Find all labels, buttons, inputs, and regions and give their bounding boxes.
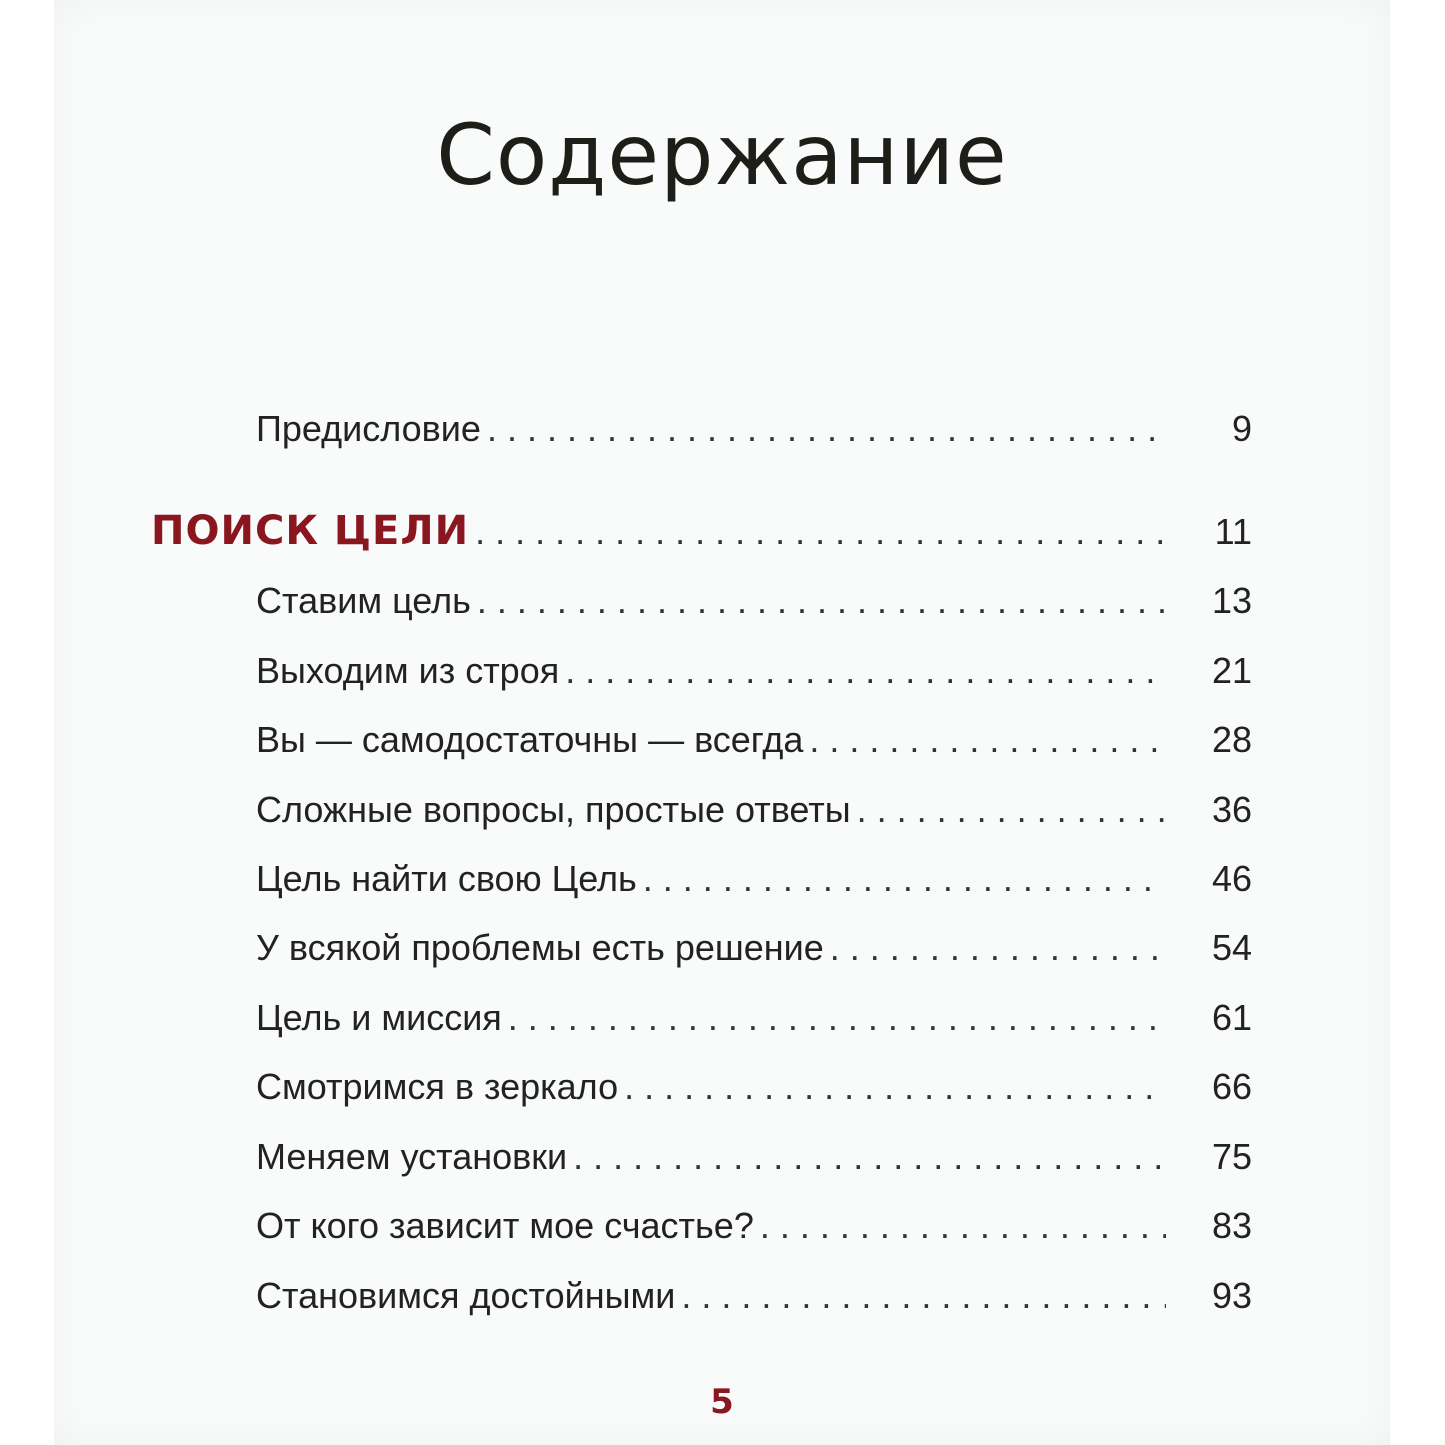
toc-entry-label: Цель найти свою Цель — [256, 858, 637, 899]
dot-leader — [477, 580, 1166, 622]
dot-leader — [643, 858, 1166, 900]
dot-leader — [573, 1136, 1166, 1178]
toc-page-number: 54 — [1211, 927, 1252, 968]
section-heading: ПОИСК ЦЕЛИ — [151, 508, 470, 554]
toc-page-number: 66 — [1211, 1066, 1252, 1107]
page-title: Содержание — [436, 106, 1008, 204]
toc-entry-label: Предисловие — [256, 408, 481, 449]
toc-page-number: 13 — [1211, 580, 1252, 621]
dot-leader — [760, 1205, 1166, 1247]
toc-chapter — [256, 1275, 1252, 1325]
toc-entry-label: У всякой проблемы есть решение — [256, 927, 824, 968]
book-page — [54, 0, 1390, 1445]
toc-page-number: 75 — [1211, 1136, 1252, 1177]
toc-entry-label: Сложные вопросы, простые ответы — [256, 789, 851, 830]
dot-leader — [624, 1066, 1166, 1108]
toc-page-number: 93 — [1211, 1275, 1252, 1316]
toc-chapter — [256, 719, 1252, 769]
dot-leader — [487, 408, 1166, 450]
toc-page-number: 36 — [1211, 789, 1252, 830]
toc-page-number: 21 — [1211, 650, 1252, 691]
toc-page-number: 46 — [1211, 858, 1252, 899]
toc-chapter — [256, 1205, 1252, 1255]
dot-leader — [857, 789, 1166, 831]
toc-page-number: 11 — [1214, 511, 1252, 552]
toc-chapter — [256, 997, 1252, 1047]
dot-leader — [830, 927, 1166, 969]
dot-leader — [475, 511, 1166, 553]
toc-entry-label: Ставим цель — [256, 580, 471, 621]
toc-entry-label: Вы — самодостаточны — всегда — [256, 719, 804, 760]
page-number: 5 — [710, 1382, 734, 1422]
toc-section — [151, 508, 1252, 558]
toc-chapter — [256, 927, 1252, 977]
toc-chapter — [256, 1136, 1252, 1186]
dot-leader — [565, 650, 1166, 692]
toc-entry-label: Меняем установки — [256, 1136, 568, 1177]
toc-page-number: 61 — [1211, 997, 1252, 1038]
toc-chapter — [256, 580, 1252, 630]
toc-entry-label: Выходим из строя — [256, 650, 560, 691]
toc-entry-label: От кого зависит мое счастье? — [256, 1205, 754, 1246]
toc-entry-label: Становимся достойными — [256, 1275, 676, 1316]
dot-leader — [681, 1275, 1166, 1317]
toc-page-number: 83 — [1211, 1205, 1252, 1246]
toc-entry-label: Смотримся в зеркало — [256, 1066, 619, 1107]
toc-page-number: 28 — [1211, 719, 1252, 760]
toc-chapter — [256, 789, 1252, 839]
toc-chapter — [256, 858, 1252, 908]
toc-chapter — [256, 650, 1252, 700]
dot-leader — [508, 997, 1166, 1039]
dot-leader — [809, 719, 1166, 761]
toc-preface — [256, 408, 1252, 458]
toc-page-number: 9 — [1231, 408, 1252, 449]
toc-entry-label: Цель и миссия — [256, 997, 502, 1038]
toc-chapter — [256, 1066, 1252, 1116]
